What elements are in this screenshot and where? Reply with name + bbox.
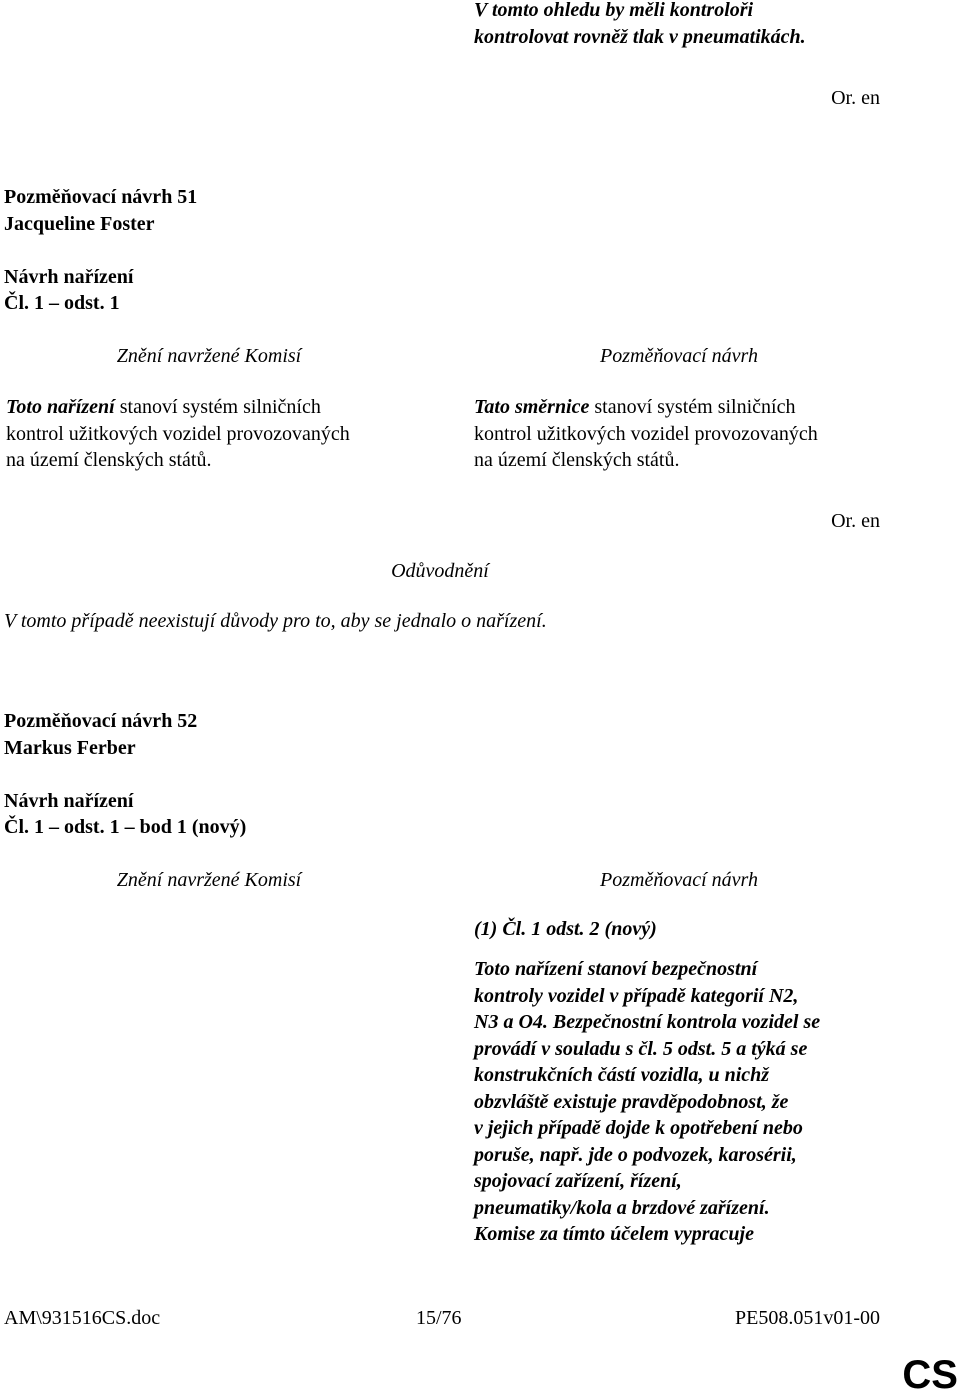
commission-text <box>6 394 350 474</box>
text-segment: kontrol užitkových vozidel provozovaných <box>474 422 818 445</box>
amendment-heading: Pozměňovací návrh 52 <box>4 710 198 732</box>
text-line: poruše, např. jde o podvozek, karosérii, <box>474 1143 797 1166</box>
footer-page-number: 15/76 <box>416 1307 462 1329</box>
amendment-subheading: (1) Čl. 1 odst. 2 (nový) <box>474 918 657 940</box>
text-segment: kontrol užitkových vozidel provozovaných <box>6 422 350 445</box>
text-line: konstrukčních částí vozidla, u nichž <box>474 1064 770 1086</box>
text-line: Toto nařízení stanoví bezpečnostní <box>474 958 758 980</box>
article-reference: Čl. 1 – odst. 1 – bod 1 (nový) <box>4 816 247 838</box>
text-segment: na území členských států. <box>6 449 212 471</box>
amendment-author: Markus Ferber <box>4 737 136 759</box>
amendment-heading: Pozměňovací návrh 51 <box>4 186 198 208</box>
footer-document-reference: AM\931516CS.doc <box>4 1307 161 1329</box>
text-line: kontrolovat rovněž tlak v pneumatikách. <box>474 25 806 48</box>
emphasized-text: Tato směrnice <box>474 396 590 418</box>
text-line: Komise za tímto účelem vypracuje <box>474 1223 754 1245</box>
text-line: provádí v souladu s čl. 5 odst. 5 a týká se <box>474 1037 808 1060</box>
column-header-amendment: Pozměňovací návrh <box>600 869 758 891</box>
text-line <box>474 421 818 448</box>
justification-title: Odůvodnění <box>391 560 489 582</box>
proposal-title: Návrh nařízení <box>4 266 134 288</box>
previous-justification-text <box>474 0 806 50</box>
text-line: V tomto ohledu by měli kontroloři <box>474 0 754 21</box>
article-reference: Čl. 1 – odst. 1 <box>4 292 120 314</box>
amendment-text <box>474 956 820 1248</box>
text-line: kontroly vozidel v případě kategorií N2, <box>474 984 799 1007</box>
amendment-text <box>474 394 818 474</box>
text-line <box>474 394 818 421</box>
text-line: obzvláště existuje pravděpodobnost, že <box>474 1090 789 1113</box>
amendment-author: Jacqueline Foster <box>4 213 155 235</box>
proposal-title: Návrh nařízení <box>4 790 134 812</box>
text-line <box>6 394 350 421</box>
text-line: N3 a O4. Bezpečnostní kontrola vozidel se <box>474 1011 821 1033</box>
text-segment: na území členských států. <box>474 449 680 471</box>
text-line: spojovací zařízení, řízení, <box>474 1170 682 1192</box>
text-line <box>474 447 818 474</box>
emphasized-text: Toto nařízení <box>6 396 115 418</box>
original-language-label: Or. en <box>831 510 880 532</box>
text-line <box>6 447 350 474</box>
original-language-label: Or. en <box>831 87 880 109</box>
text-line: v jejich případě dojde k opotřebení nebo <box>474 1117 803 1139</box>
column-header-commission: Znění navržené Komisí <box>116 869 302 891</box>
text-line: pneumatiky/kola a brzdové zařízení. <box>474 1196 770 1219</box>
justification-text: V tomto případě neexistují důvody pro to, aby se jednalo o nařízení. <box>4 610 547 632</box>
text-segment: stanoví systém silničních <box>114 396 321 418</box>
footer-pe-reference: PE508.051v01-00 <box>735 1307 880 1329</box>
text-line <box>6 421 350 448</box>
column-header-commission: Znění navržené Komisí <box>116 345 302 367</box>
footer-language-code: CS <box>902 1353 958 1397</box>
column-header-amendment: Pozměňovací návrh <box>600 345 758 367</box>
text-segment: stanoví systém silničních <box>589 396 796 418</box>
